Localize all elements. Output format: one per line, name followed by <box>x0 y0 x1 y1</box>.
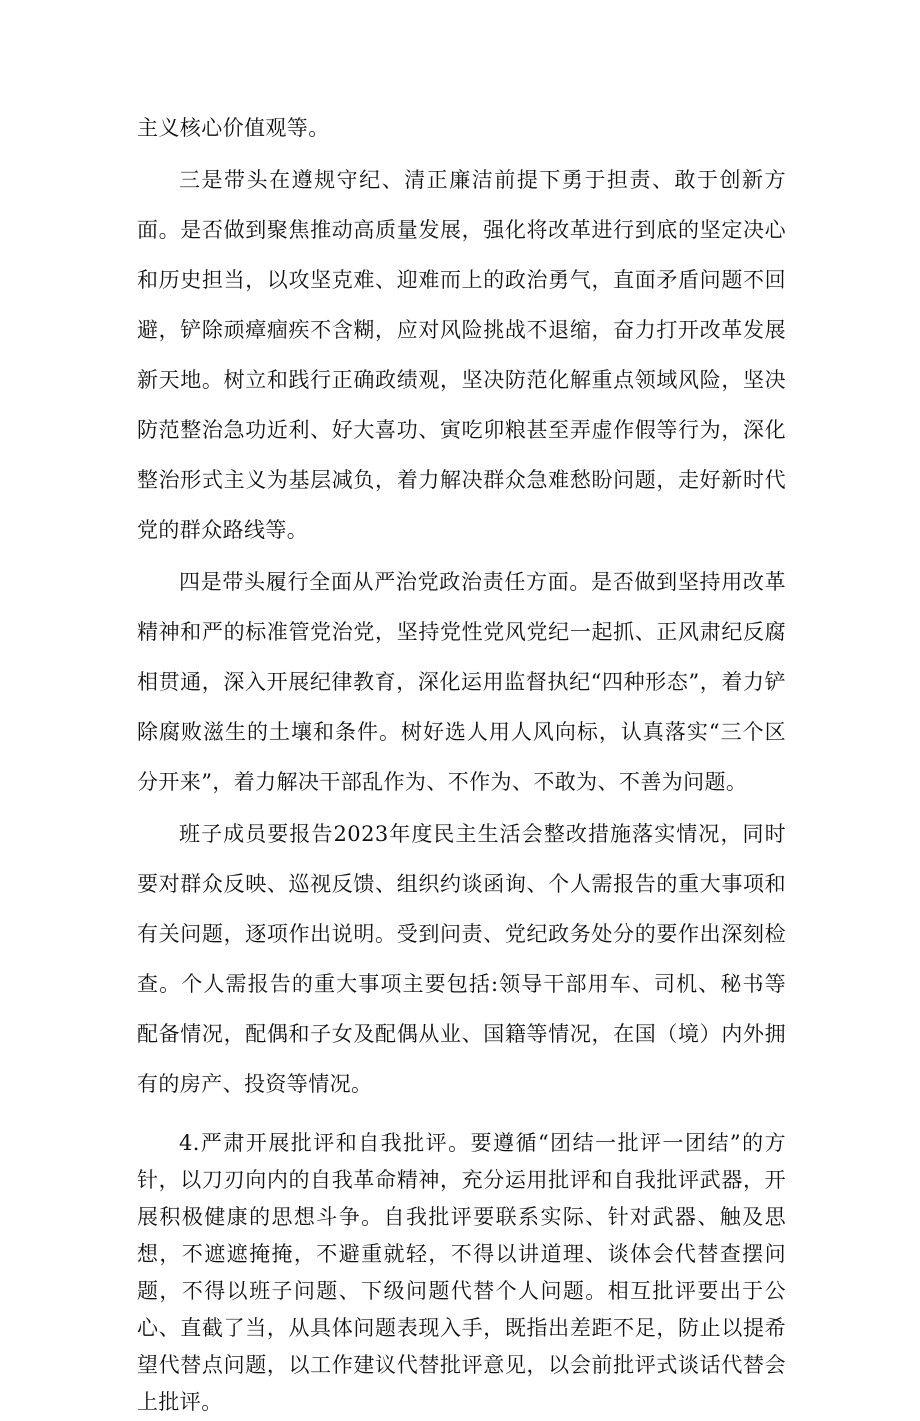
paragraph-report: 班子成员要报告2023年度民主生活会整改措施落实情况，同时要对群众反映、巡视反馈、组织约谈函询、个人需报告的重大事项和有关问题，逐项作出说明。受到问责、党纪政务处分的要作出深刻检查。个人需报告的重大事项主要包括:领导干部用车、司机、秘书等配备情况，配偶和子女及配偶从业、国籍等情况，在国（境）内外拥有的房产、投资等情况。 <box>137 822 786 1096</box>
paragraph-continuation: 主义核心价值观等。 <box>137 116 330 140</box>
paragraph-four: 四是带头履行全面从严治党政治责任方面。是否做到坚持用改革精神和严的标准管党治党，坚持党性党风党纪一起抓、正风肃纪反腐相贯通，深入开展纪律教育，深化运用监督执纪“四种形态”，着力铲除腐败滋生的土壤和条件。树好选人用人风向标，认真落实“三个区分开来”，着力解决干部乱作为、不作为、不敢为、不善为问题。 <box>137 570 786 794</box>
paragraph-criticism: 4.严肃开展批评和自我批评。要遵循“团结一批评一团结”的方针，以刀刃向内的自我革命精神，充分运用批评和自我批评武器，开展积极健康的思想斗争。自我批评要联系实际、针对武器、触及思想，不遮遮掩掩，不避重就轻，不得以讲道理、谈体会代替查摆问题，不得以班子问题、下级问题代替个人问题。相互批评要出于公心、直截了当，从具体问题表现入手，既指出差距不足，防止以提希望代替点问题，以工作建议代替批评意见，以会前批评式谈话代替会上批评。 <box>137 1131 786 1414</box>
paragraph-three: 三是带头在遵规守纪、清正廉洁前提下勇于担责、敢于创新方面。是否做到聚焦推动高质量发展，强化将改革进行到底的坚定决心和历史担当，以攻坚克难、迎难而上的政治勇气，直面矛盾问题不回避，铲除顽瘴痼疾不含糊，应对风险挑战不退缩，奋力打开改革发展新天地。树立和践行正确政绩观，坚决防范化解重点领域风险，坚决防范整治急功近利、好大喜功、寅吃卯粮甚至弄虚作假等行为，深化整治形式主义为基层减负，着力解决群众急难愁盼问题，走好新时代党的群众路线等。 <box>137 168 786 542</box>
